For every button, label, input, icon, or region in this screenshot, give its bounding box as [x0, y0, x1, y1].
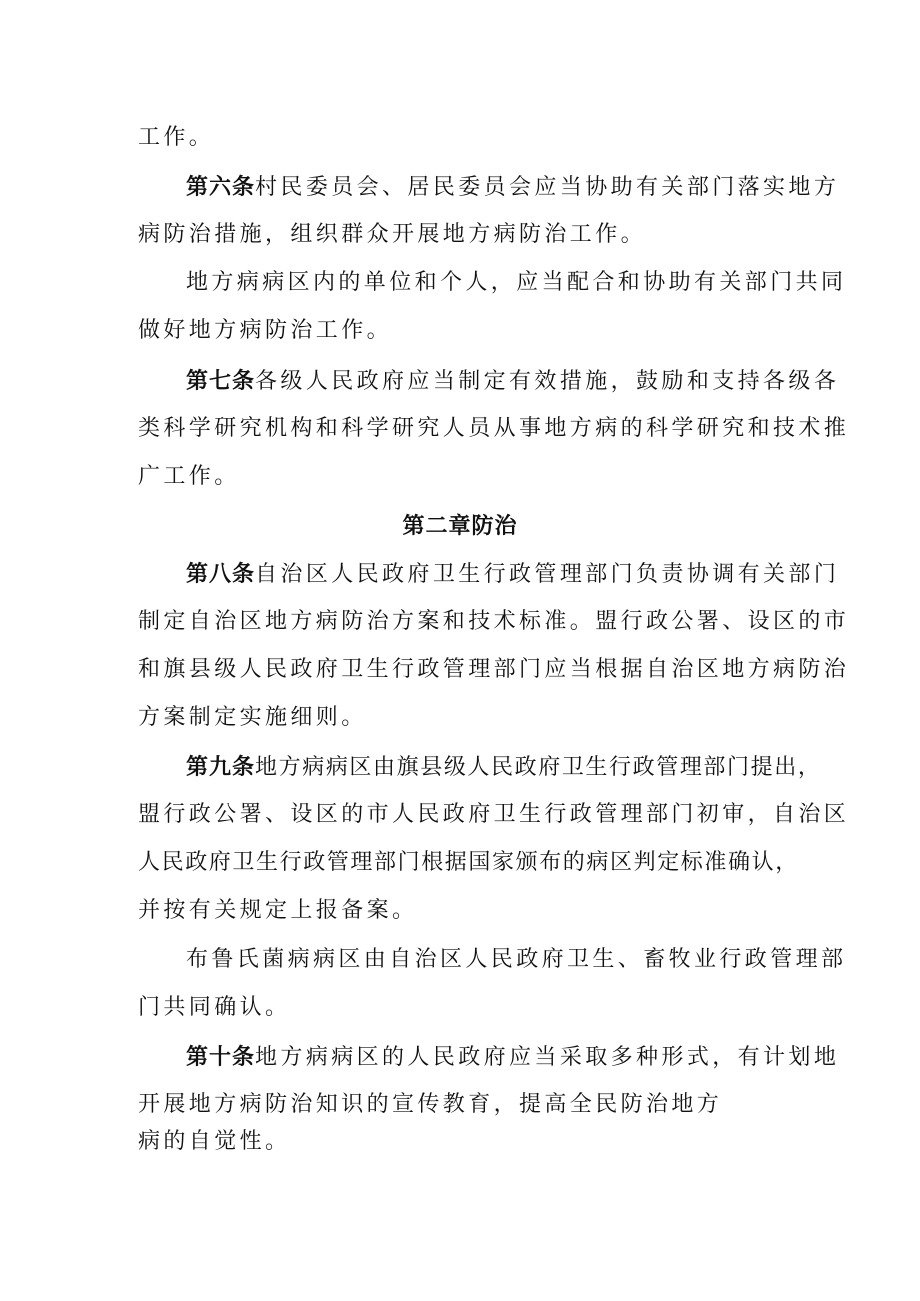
line-text: 方案制定实施细则。 [138, 705, 367, 730]
line-text: 地方病病区的人民政府应当采取多种形式，有计划地 [255, 1045, 840, 1070]
line-text: 病的自觉性。 [138, 1129, 291, 1154]
paragraph-line [138, 462, 240, 492]
line-text: 门共同确认。 [138, 995, 291, 1020]
line-text: 村民委员会、居民委员会应当协助有关部门落实地方 [255, 175, 840, 200]
paragraph-line [138, 414, 849, 444]
paragraph-line [186, 268, 846, 298]
paragraph-line [138, 1127, 290, 1157]
line-text: 布鲁氏菌病病区由自治区人民政府卫生、畜牧业行政管理部 [186, 947, 847, 972]
line-text: 类科学研究机构和科学研究人员从事地方病的科学研究和技术推 [138, 416, 850, 441]
paragraph-line [138, 848, 799, 878]
article-nine-line [186, 752, 821, 783]
article-seven-line [186, 366, 839, 397]
line-text: 地方病病区由旗县级人民政府卫生行政管理部门提出， [255, 755, 822, 780]
article-six-line [186, 172, 839, 203]
paragraph-line [138, 1090, 722, 1120]
article-eight-line [186, 559, 839, 590]
line-text: 地方病病区内的单位和个人，应当配合和协助有关部门共同 [186, 270, 847, 295]
line-text: 工作。 [138, 125, 215, 150]
line-text: 制定自治区地方病防治方案和技术标准。盟行政公署、设区的市 [138, 609, 850, 634]
paragraph-line [138, 703, 367, 733]
line-text: 自治区人民政府卫生行政管理部门负责协调有关部门 [255, 562, 840, 587]
article-ten-line [186, 1042, 839, 1073]
paragraph-line [138, 896, 417, 926]
line-text: 盟行政公署、设区的市人民政府卫生行政管理部门初审，自治区 [138, 802, 850, 827]
article-number: 第七条 [186, 368, 256, 394]
paragraph-line [186, 945, 846, 975]
line-text: 病防治措施，组织群众开展地方病防治工作。 [138, 222, 647, 247]
article-number: 第十条 [186, 1044, 256, 1070]
paragraph-line [138, 316, 392, 346]
line-text: 和旗县级人民政府卫生行政管理部门应当根据自治区地方病防治 [138, 657, 850, 682]
article-number: 第八条 [186, 561, 256, 587]
paragraph-line [138, 800, 849, 830]
line-text: 广工作。 [138, 464, 240, 489]
line-text: 做好地方病防治工作。 [138, 318, 393, 343]
paragraph-line [138, 607, 849, 637]
article-number: 第六条 [186, 174, 256, 200]
line-text: 各级人民政府应当制定有效措施，鼓励和支持各级各 [255, 369, 840, 394]
chapter-heading: 第二章防治 [402, 513, 518, 539]
paragraph-line [138, 993, 290, 1023]
paragraph-line [138, 655, 849, 685]
line-text: 开展地方病防治知识的宣传教育，提高全民防治地方 [138, 1092, 723, 1117]
line-text: 并按有关规定上报备案。 [138, 898, 418, 923]
paragraph-line [138, 123, 214, 153]
article-number: 第九条 [186, 754, 256, 780]
line-text: 人民政府卫生行政管理部门根据国家颁布的病区判定标准确认， [138, 850, 799, 875]
paragraph-line [138, 220, 646, 250]
